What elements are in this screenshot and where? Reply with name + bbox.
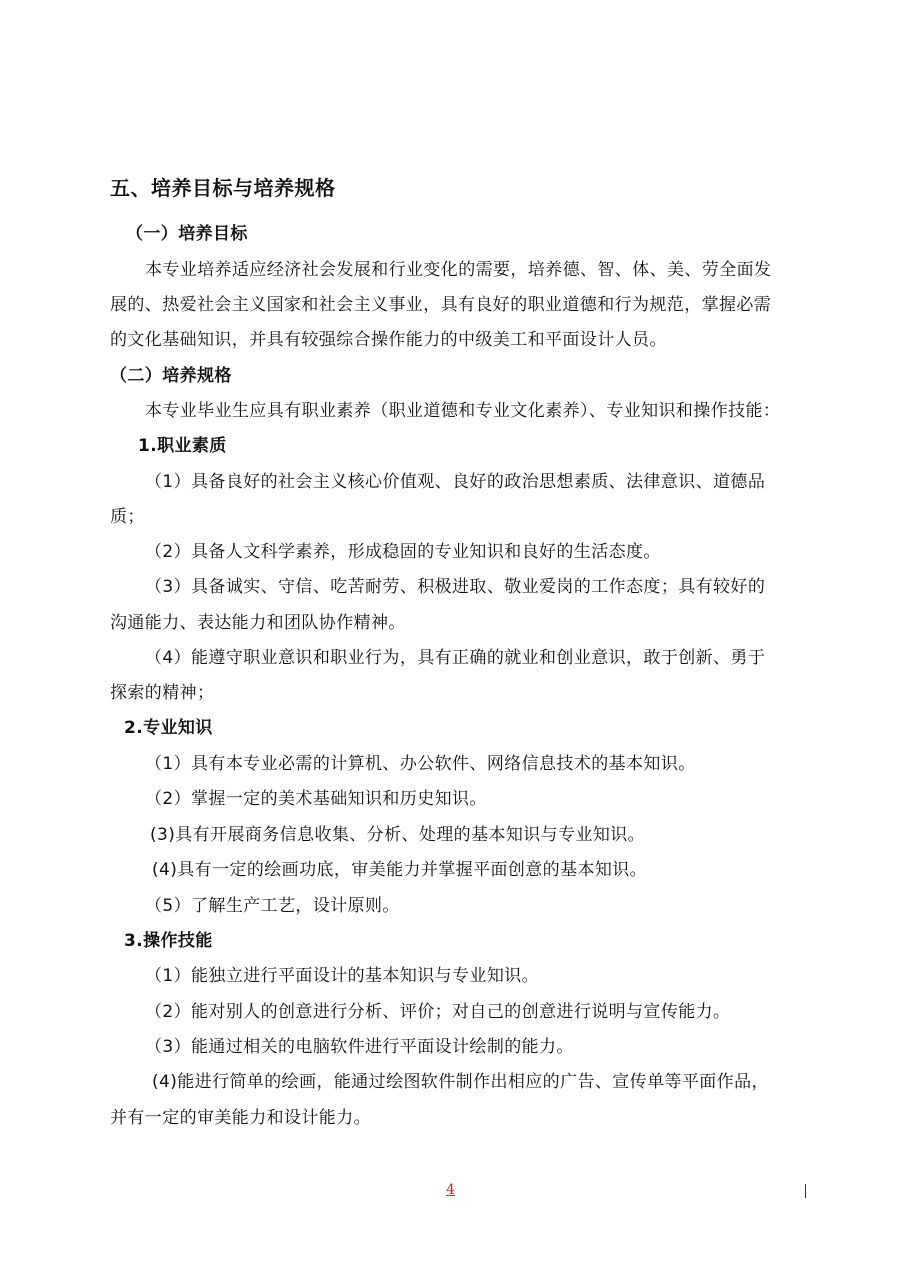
knowledge-line-5: （5）了解生产工艺，设计原则。: [145, 896, 400, 916]
goal-title: （一）培养目标: [126, 224, 248, 244]
section-heading: 五、培养目标与培养规格: [110, 176, 336, 200]
knowledge-title: 2.专业知识: [124, 718, 213, 738]
quality-line-7: 探索的精神；: [110, 683, 215, 703]
quality-line-1: （1）具备良好的社会主义核心价值观、良好的政治思想素质、法律意识、道德品: [145, 472, 766, 492]
margin-bar: [805, 1184, 806, 1198]
skills-line-3: （3）能通过相关的电脑软件进行平面设计绘制的能力。: [145, 1037, 574, 1057]
quality-line-6: （4）能遵守职业意识和职业行为，具有正确的就业和创业意识，敢于创新、勇于: [145, 648, 766, 668]
knowledge-line-4: (4)具有一定的绘画功底，审美能力并掌握平面创意的基本知识。: [152, 860, 648, 880]
spec-intro: 本专业毕业生应具有职业素养（职业道德和专业文化素养）、专业知识和操作技能：: [145, 401, 781, 421]
skills-line-4: (4)能进行简单的绘画，能通过绘图软件制作出相应的广告、宣传单等平面作品，: [152, 1072, 769, 1092]
quality-line-4: （3）具备诚实、守信、吃苦耐劳、积极进取、敬业爱岗的工作态度；具有较好的: [145, 577, 766, 597]
skills-line-1: （1）能独立进行平面设计的基本知识与专业知识。: [145, 966, 540, 986]
quality-title: 1.职业素质: [138, 436, 227, 456]
spec-title: （二）培养规格: [110, 366, 232, 386]
knowledge-line-2: （2）掌握一定的美术基础知识和历史知识。: [145, 789, 487, 809]
skills-line-5: 并有一定的审美能力和设计能力。: [110, 1108, 371, 1128]
page-number: 4: [446, 1182, 455, 1198]
knowledge-line-3: (3)具有开展商务信息收集、分析、处理的基本知识与专业知识。: [150, 825, 646, 845]
quality-line-2: 质；: [110, 507, 145, 527]
knowledge-line-1: （1）具有本专业必需的计算机、办公软件、网络信息技术的基本知识。: [145, 754, 696, 774]
goal-line-3: 的文化基础知识，并具有较强综合操作能力的中级美工和平面设计人员。: [110, 330, 667, 350]
quality-line-5: 沟通能力、表达能力和团队协作精神。: [110, 613, 406, 633]
quality-line-3: （2）具备人文科学素养，形成稳固的专业知识和良好的生活态度。: [145, 542, 661, 562]
skills-title: 3.操作技能: [124, 931, 213, 951]
goal-line-1: 本专业培养适应经济社会发展和行业变化的需要，培养德、智、体、美、劳全面发: [145, 260, 772, 280]
goal-line-2: 展的、热爱社会主义国家和社会主义事业，具有良好的职业道德和行为规范，掌握必需: [110, 295, 772, 315]
skills-line-2: （2）能对别人的创意进行分析、评价；对自己的创意进行说明与宣传能力。: [145, 1002, 731, 1022]
